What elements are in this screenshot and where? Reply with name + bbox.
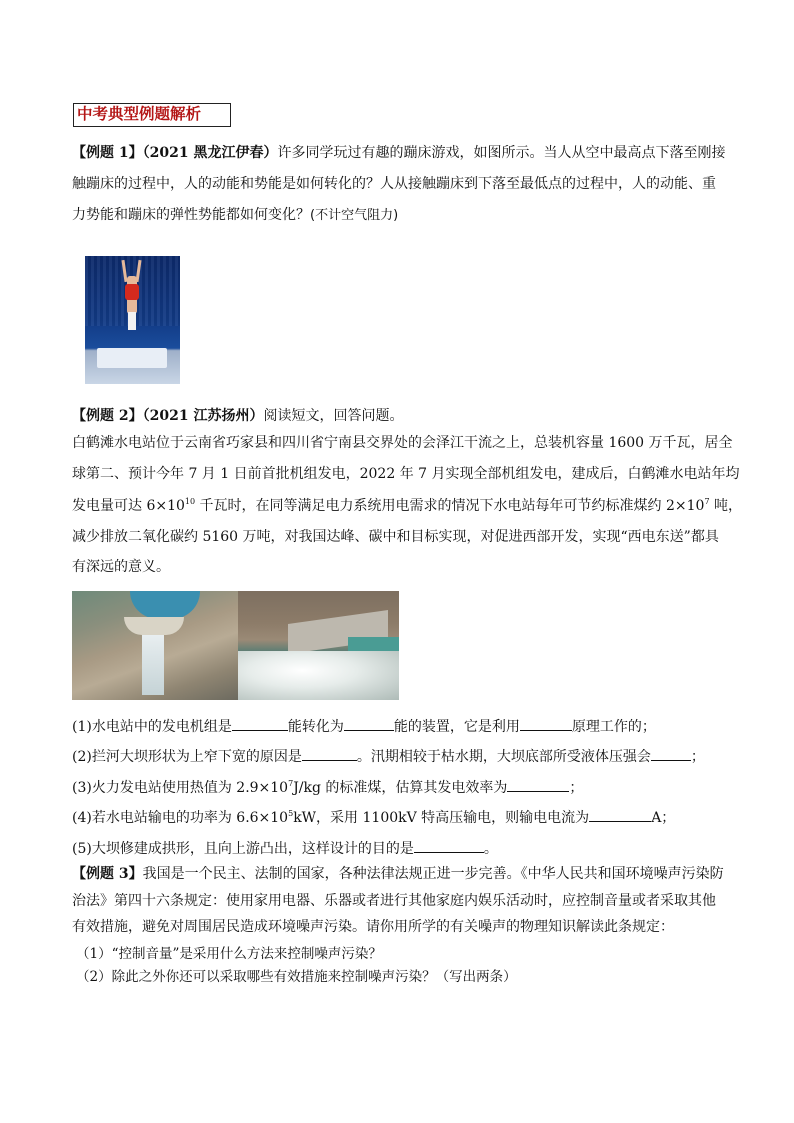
question-2-5	[72, 838, 498, 859]
example3-question2: （2）除此之外你还可以采取哪些有效措施来控制噪声污染？（写出两条）	[76, 969, 517, 985]
q1-text-a: (1)水电站中的发电机组是	[72, 719, 232, 735]
example1-source: （2021 黑龙江伊春）	[142, 145, 278, 161]
q2-text-b: 。汛期相较于枯水期，大坝底部所受液体压强会	[356, 749, 651, 765]
p3-part-a: 发电量可达 6×10	[72, 498, 185, 514]
example2-para-line5: 有深远的意义。	[72, 559, 170, 575]
example1-line2: 触蹦床的过程中，人的动能和势能是如何转化的？人从接触蹦床到下落至最低点的过程中，人的动能、重	[72, 176, 716, 192]
example1-line3-text: 力势能和蹦床的弹性势能都如何变化？	[72, 207, 310, 223]
answer-blank[interactable]	[344, 716, 394, 731]
q3-text-a: (3)火力发电站使用热值为 2.9×10	[72, 780, 289, 796]
answer-blank[interactable]	[507, 777, 569, 792]
example3-line2: 治法》第四十六条规定：使用家用电器、乐器或者进行其他家庭内娱乐活动时，应控制音量或者采取其他	[72, 893, 716, 909]
question-2-1	[72, 716, 656, 737]
q2-text-c: ；	[690, 749, 705, 765]
q5-text-b: 。	[483, 841, 498, 857]
example3-label: 【例题 3】	[72, 866, 143, 882]
q4-text-a: (4)若水电站输电的功率为 6.6×10	[72, 810, 289, 826]
q4-text-c: A；	[651, 810, 676, 826]
example2-label: 【例题 2】	[72, 408, 143, 424]
p3-part-b: 千瓦时，在同等满足电力系统用电需求的情况下水电站每年可节约标准煤约 2×10	[195, 498, 705, 514]
answer-blank[interactable]	[232, 716, 288, 731]
q5-text-a: (5)大坝修建成拱形，且向上游凸出，这样设计的目的是	[72, 841, 414, 857]
q1-text-b: 能转化为	[287, 719, 344, 735]
example2-para-line2: 球第二、预计今年 7 月 1 日前首批机组发电，2022 年 7 月实现全部机组发电，建成后，白鹤滩水电站年均	[72, 466, 740, 482]
answer-blank[interactable]	[414, 838, 484, 853]
answer-blank[interactable]	[651, 746, 691, 761]
example1-line1	[72, 143, 725, 163]
example1-label: 【例题 1】	[72, 145, 143, 161]
example1-line3	[72, 205, 398, 226]
p3-exp1: 10	[184, 497, 196, 506]
example3-text: 我国是一个民主、法制的国家，各种法律法规正进一步完善。《中华人民共和国环境噪声污染防	[142, 866, 724, 882]
answer-blank[interactable]	[589, 807, 651, 822]
q3-exp: 7	[288, 779, 294, 788]
question-2-4	[72, 807, 675, 828]
question-2-2	[72, 746, 705, 767]
answer-blank[interactable]	[520, 716, 572, 731]
example3-question1: （1）“控制音量”是采用什么方法来控制噪声污染？	[76, 946, 382, 962]
example2-para-line4: 减少排放二氧化碳约 5160 万吨，对我国达峰、碳中和目标实现，对促进西部开发，实现“西电东送”都具	[72, 529, 719, 545]
p3-exp2: 7	[704, 497, 710, 506]
q1-text-c: 能的装置，它是利用	[393, 719, 520, 735]
example1-text: 许多同学玩过有趣的蹦床游戏，如图所示。当人从空中最高点下落至刚接	[277, 145, 726, 161]
p3-part-c: 吨，	[709, 498, 742, 514]
example3-line1	[72, 864, 724, 884]
trampoline-photo	[85, 256, 180, 384]
dam-spillway-photo	[238, 591, 399, 700]
example2-intro: 阅读短文，回答问题。	[263, 408, 404, 424]
example2-para-line3	[72, 496, 742, 516]
example1-note: (不计空气阻力)	[310, 208, 399, 223]
answer-blank[interactable]	[302, 746, 357, 761]
example2-header	[72, 406, 403, 426]
example2-para-line1: 白鹤滩水电站位于云南省巧家县和四川省宁南县交界处的会泽江干流之上，总装机容量 1600 万千瓦，居全	[72, 435, 733, 451]
q3-text-b: J/kg 的标准煤，估算其发电效率为	[293, 780, 508, 796]
q1-text-d: 原理工作的；	[571, 719, 656, 735]
question-2-3	[72, 777, 583, 798]
q3-text-c: ；	[569, 780, 584, 796]
dam-aerial-photo	[72, 591, 238, 700]
q4-text-b: kW，采用 1100kV 特高压输电，则输电电流为	[293, 810, 590, 826]
q4-exp: 5	[288, 809, 294, 818]
example3-line3: 有效措施，避免对周围居民造成环境噪声污染。请你用所学的有关噪声的物理知识解读此条规定：	[72, 919, 674, 935]
section-title: 中考典型例题解析	[73, 103, 231, 127]
q2-text-a: (2)拦河大坝形状为上窄下宽的原因是	[72, 749, 302, 765]
example2-source: （2021 江苏扬州）	[142, 408, 264, 424]
